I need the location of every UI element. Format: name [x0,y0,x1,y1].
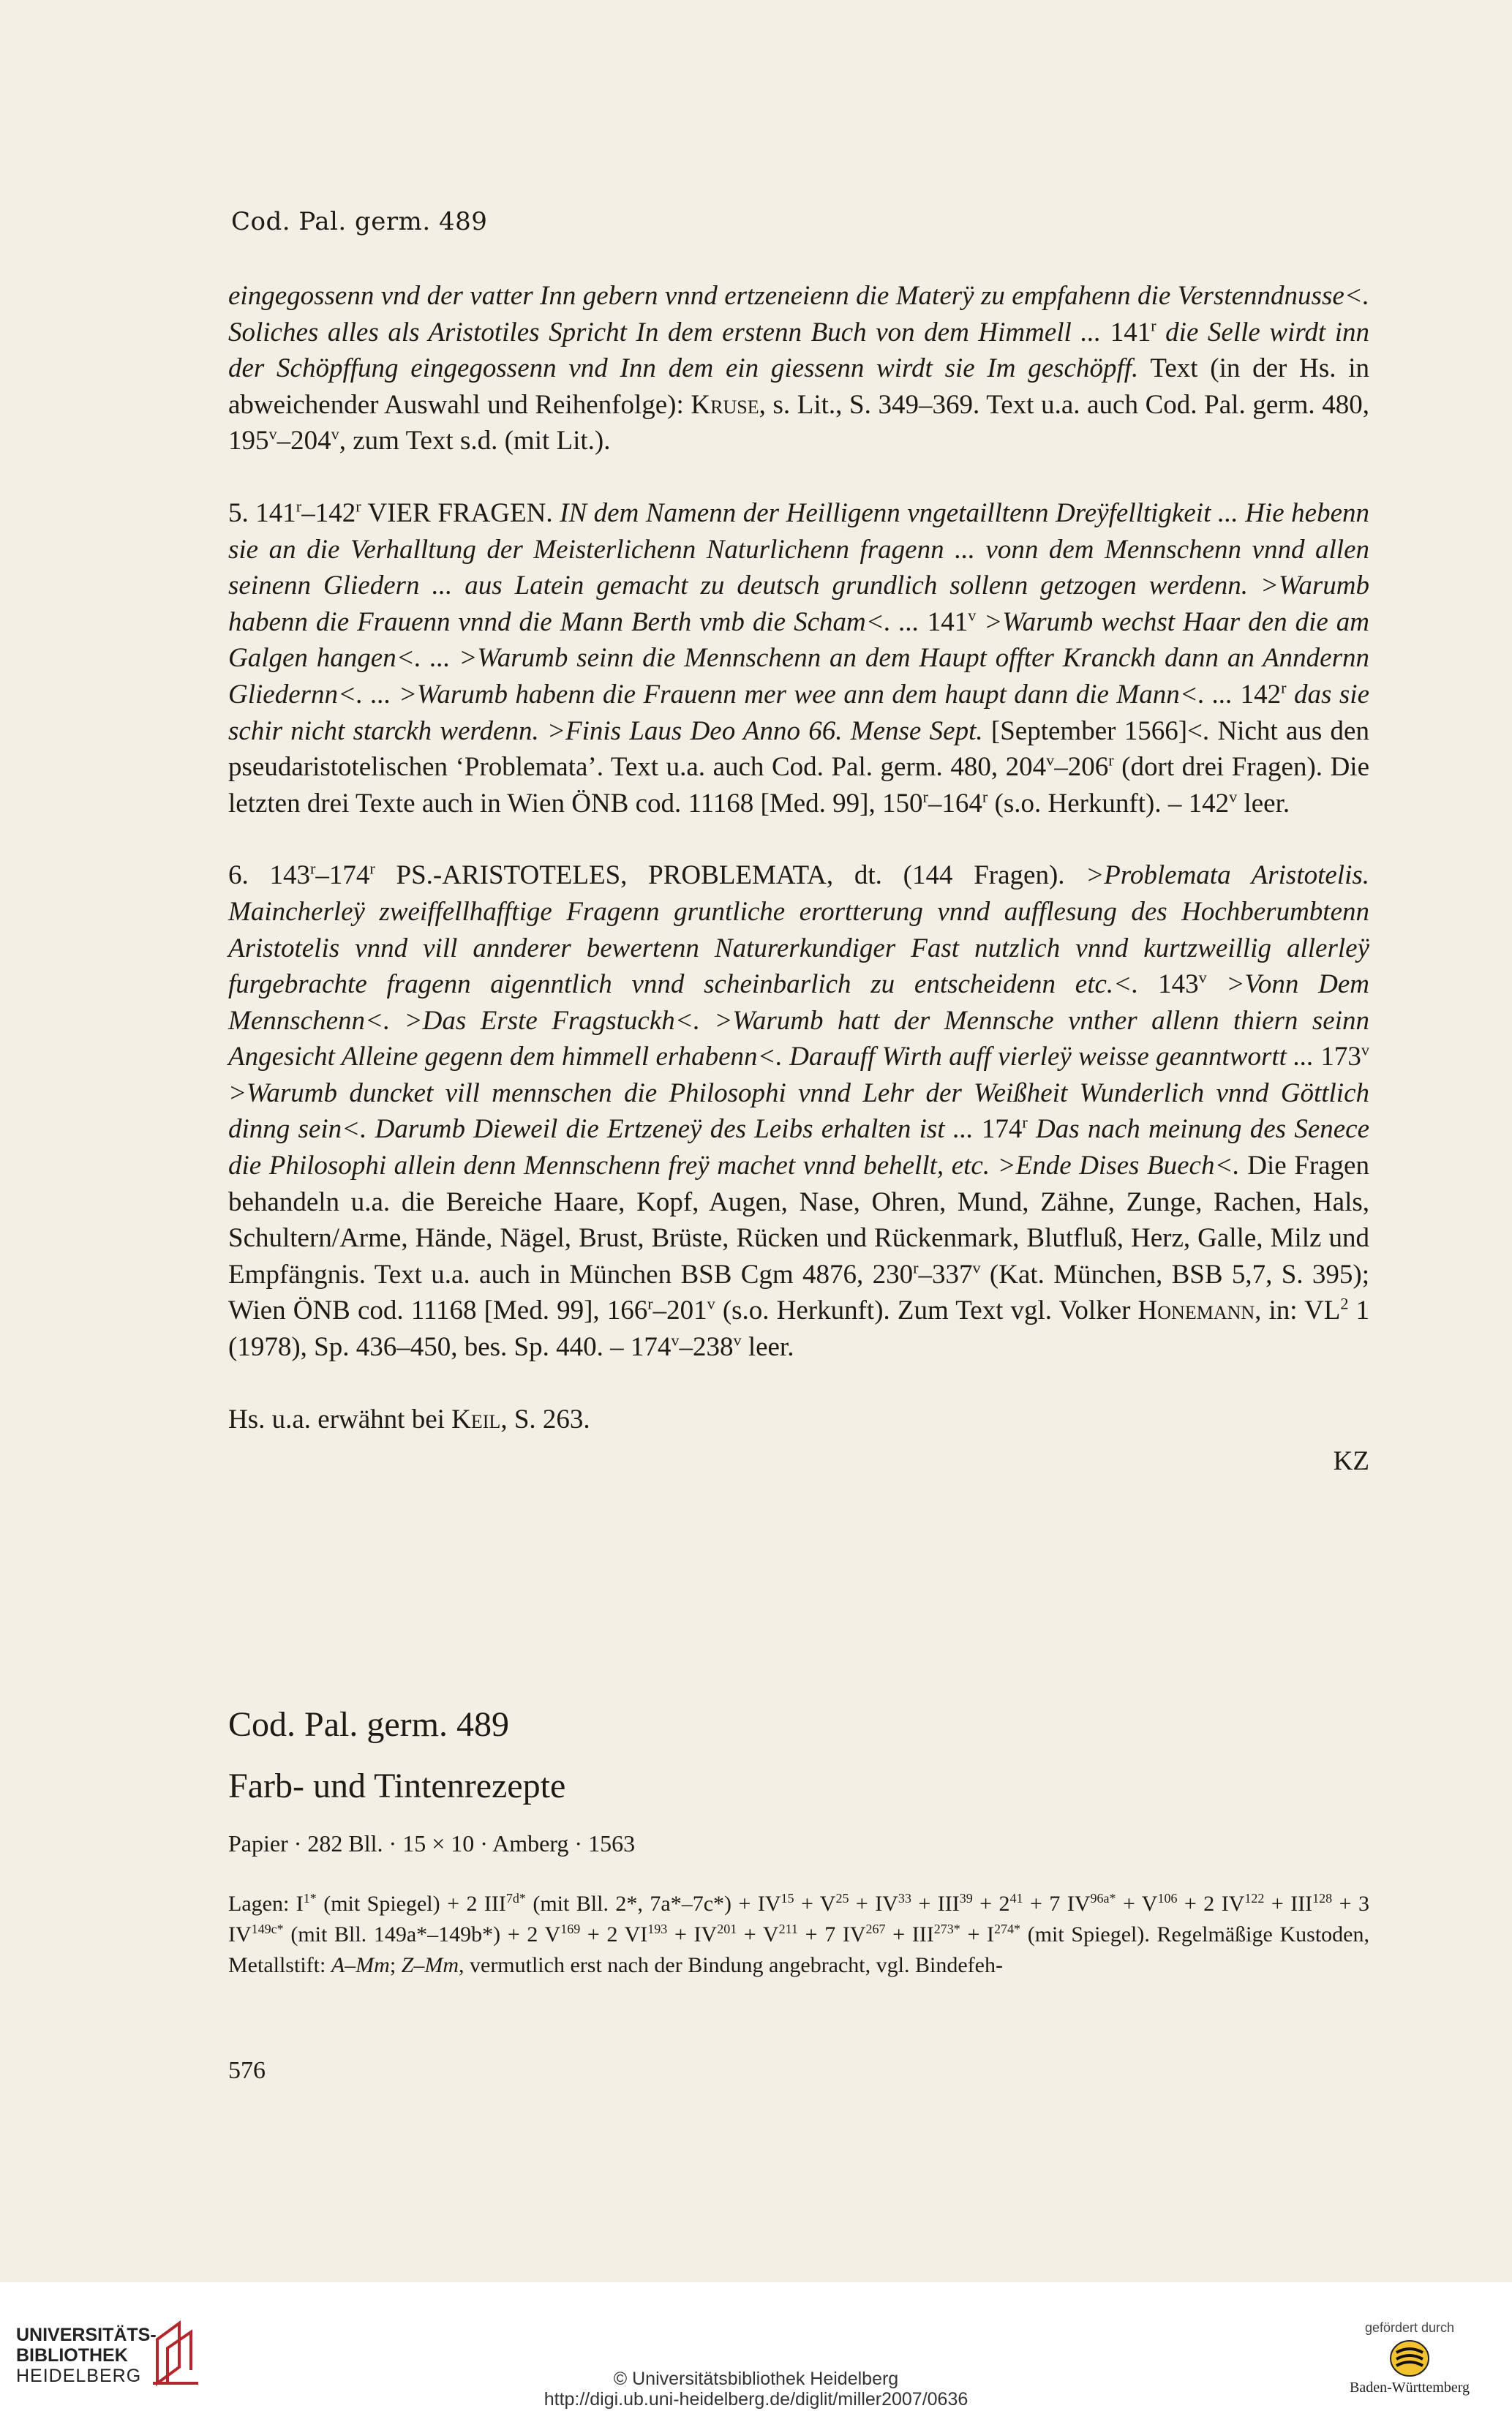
funding-notice [1336,2320,1483,2396]
entry-meta: Papier · 282 Bll. · 15 × 10 · Amberg · 1563 [228,1830,636,1857]
paragraph-6-problemata: 6. 143$^r$–174$^r$ PS.-ARISTOTELES, PROBLEMATA, dt. (144 Fragen). >Problemata Aristotelis. Maincherleÿ zweiffellhafftige Fragenn gruntliche erortterung vnnd aufflesung des Hochberumbtenn Aristotelis vnnd vill annderer bewertenn Naturerkundiger Fast nutzlich vnnd kurtzweillig allerleÿ furgebrachte fragenn aigenntlich vnnd scheinbarlich zu entscheidenn etc.<. $143^v$ >Vonn Dem Mennschenn<. >Das Erste Fragstuckh<. >Warumb hatt der Mennsche vnther allenn thiern seinn Angesicht Alleine gegenn dem himmell erhabenn<. Darauff Wirth auff vierleÿ weisse geanntwortt ... $173^v$ >Warumb duncket vill mennschen die Philosophi vnnd Lehr der Weißheit Wunderlich vnnd Göttlich dinng sein<. Darumb Dieweil die Ertzeneÿ des Leibs erhalten ist ... 174$^r$ Das nach meinung des Senece die Philosophi allein denn Mennschenn freÿ machet vnnd behellt, etc. >Ende Dises Buech<. Die Fragen behandeln u.a. die Bereiche Haare, Kopf, Augen, Nase, Ohren, Mund, Zähne, Zunge, Rachen, Hals, Schultern/Arme, Hände, Nägel, Brust, Brüste, Rücken und Rückenmark, Blutfluß, Herz, Galle, Milz und Empfängnis. Text u.a. auch in München BSB Cgm 4876, 230$^r$–337$^v$ (Kat. München, BSB 5,7, S. 395); Wien ÖNB cod. 11168 [Med. 99], 166$^r$–201$^v$ (s.o. Herkunft). Zum Text vgl. Volker Honemann, in: $VL^2$ 1 (1978), Sp. 436–450, bes. Sp. 440. – 174$^v$–238$^v$ leer. [228,860,1370,1363]
page-number: 576 [228,2057,266,2084]
funder-name: Baden-Württemberg [1349,2380,1470,2396]
library-name-line2: BIBLIOTHEK [16,2345,128,2366]
permalink-url[interactable]: http://digi.ub.uni-heidelberg.de/diglit/miller2007/0636 [544,2389,968,2410]
running-head: Cod. Pal. germ. 489 [231,207,488,236]
body-text [228,278,1369,1480]
library-name-line1: UNIVERSITÄTS- [16,2325,157,2345]
library-name-line3: HEIDELBERG [16,2366,142,2386]
copyright-notice [0,2369,1512,2410]
funded-by-label: gefördert durch [1364,2320,1455,2335]
paragraph-literature: Hs. u.a. erwähnt bei Keil, S. 263. [228,1404,590,1434]
paragraph-5-vier-fragen: 5. 141$^r$–142$^r$ VIER FRAGEN. IN dem Namenn der Heilligenn vngetailltenn Dreÿfelltigkeit ... Hie hebenn sie an die Verhalltung der Meisterlichenn Naturlichenn fragenn ... vonn dem Mennschenn vnnd allen seinenn Gliedern ... aus Latein gemacht zu deutsch grundlich sollenn getzogen werdenn. >Warumb habenn die Frauenn vnnd die Mann Berth vmb die Scham<. ... $141^v$ >Warumb wechst Haar den die am Galgen hangen<. ... >Warumb seinn die Mennschenn an dem Haupt offter Kranckh dann an Anndernn Gliedernn<. ... >Warumb habenn die Frauenn mer wee ann dem haupt dann die Mann<. ... 142$^r$ das sie schir nicht starckh werdenn. >Finis Laus Deo Anno 66. Mense Sept. [September 1566]<. Nicht aus den pseudaristotelischen ‘Problemata’. Text u.a. auch Cod. Pal. germ. 480, 204$^v$–206$^r$ (dort drei Fragen). Die letzten drei Texte auch in Wien ÖNB cod. 11168 [Med. 99], 150$^r$–164$^r$ (s.o. Herkunft). – 142$^v$ leer. [228,497,1370,819]
entry-subtitle: Farb- und Tintenrezepte [228,1767,566,1805]
author-initials: KZ [1333,1446,1369,1477]
lagen-description: Lagen: $I^{1*}$ (mit Spiegel) + 2 $III^{7d*}$ (mit Bll. 2*, $7a*-7c*) + IV^{15} + V^{25} + IV^{33} + III^{39} + 2^{41} + 7$ $IV^{96a*} + V^{106} + 2$ $IV^{122} + III^{128} + 3$ $IV^{149c*}$ (mit Bll. 149a*–149b*) + 2 $V^{169} + 2$ $VI^{193} + IV^{201} + V^{211} + 7$ $IV^{267} + III^{273*} + I^{274*}$ (mit Spiegel). Regelmäßige Kustoden, Metallstift: A–Mm; Z–Mm, vermutlich erst nach der Bindung angebracht, vgl. Bindefeh- [228,1891,1369,1977]
copyright-text: © Universitätsbibliothek Heidelberg [613,2369,899,2389]
footer [0,2282,1512,2422]
entry-title: Cod. Pal. germ. 489 [228,1705,509,1744]
paragraph-4-continuation: eingegossenn vnd der vatter Inn gebern vnnd ertzeneienn die Materÿ zu empfahenn die Verstenndnusse<. Soliches alles als Aristotiles Spricht In dem erstenn Buch von dem Himmell ... 141$^r$ die Selle wirdt inn der Schöpffung eingegossenn vnd Inn dem ein giessenn wirdt sie Im geschöpff. Text (in der Hs. in abweichender Auswahl und Reihenfolge): Kruse, s. Lit., S. 349–369. Text u.a. auch Cod. Pal. germ. 480, 195$^v$–204$^v$, zum Text s.d. (mit Lit.). [228,281,1370,456]
baden-wuerttemberg-crest-icon [1389,2339,1430,2377]
